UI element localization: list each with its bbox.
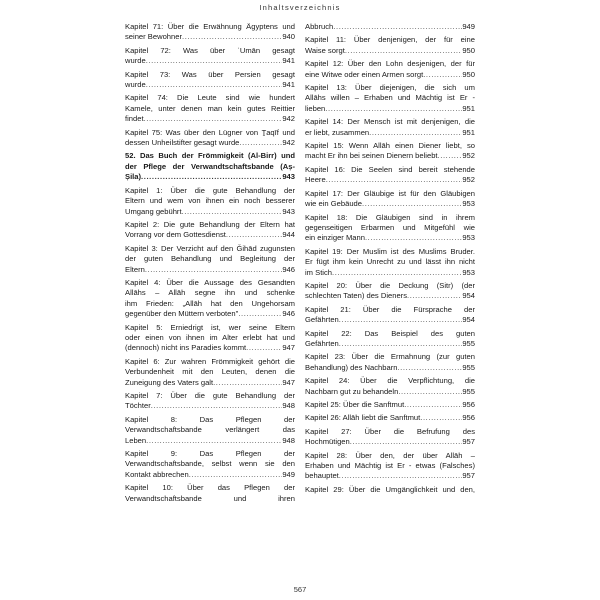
toc-dot-leader (369, 128, 462, 138)
toc-page-number: 948 (282, 401, 295, 411)
toc-entry[interactable] (125, 93, 295, 124)
toc-entry[interactable] (125, 46, 295, 67)
toc-entry[interactable] (305, 451, 475, 482)
toc-entry-text: wurde (125, 56, 146, 66)
toc-entry-text: Nachbarn gut zu behandeln (305, 386, 399, 396)
toc-entry-text: im Stich (305, 267, 333, 277)
toc-entry-line: Kapitel 17: Der Gläubige ist für den Gläubigen (305, 188, 475, 198)
toc-entry-text: ein einziger Mann (305, 233, 365, 243)
toc-entry[interactable] (305, 376, 475, 397)
toc-entry[interactable] (125, 278, 295, 320)
toc-entry[interactable] (305, 329, 475, 350)
toc-entry-line: Kapitel 21: Über die Fürsprache der (305, 304, 475, 314)
toc-entry-text: findet (125, 114, 144, 124)
toc-page-number: 949 (462, 22, 475, 31)
toc-entry-line: Allāhs – Allāh segne ihn und schenke (125, 288, 295, 298)
toc-entry[interactable] (125, 391, 295, 412)
toc-entry[interactable] (305, 305, 475, 326)
toc-entry-last-line (125, 401, 295, 411)
toc-entry-text: Leben (125, 435, 147, 445)
toc-entry-last-line (125, 114, 295, 124)
toc-entry-line: Kapitel 71: Über die Erwähnung Ägyptens und (125, 22, 295, 31)
toc-entry-last-line (305, 400, 475, 410)
toc-entry-line: Kapitel 8: Das Pflegen der (125, 414, 295, 424)
toc-entry[interactable] (305, 413, 475, 423)
running-header: Inhaltsverzeichnis (259, 3, 341, 12)
toc-page-number: 941 (282, 80, 295, 90)
toc-entry-line: ihm Frieden: „Allāh hat den Ungehorsam (125, 298, 295, 308)
toc-entry-line: Kapitel 7: Über die gute Behandlung der (125, 391, 295, 400)
toc-page-number: 942 (282, 114, 295, 124)
toc-entry-line: der guten Behandlung und Begleitung der (125, 254, 295, 264)
toc-dot-leader (362, 199, 462, 209)
toc-entry-text: seiner Bewohner (125, 32, 182, 42)
toc-entry-line: Kapitel 24: Über die Verpflichtung, die (305, 376, 475, 386)
toc-dot-leader (420, 413, 462, 423)
toc-entry-last-line (305, 339, 475, 349)
toc-dot-leader (345, 46, 463, 56)
toc-page-number: 952 (462, 151, 475, 161)
toc-entry-line: der Pflege der Verwandtschaftsbande (Aṣ- (125, 161, 295, 171)
toc-page-number: 942 (282, 138, 295, 148)
page-number: 567 (293, 585, 307, 594)
toc-entry[interactable] (125, 415, 295, 446)
toc-page-number: 956 (462, 413, 475, 423)
toc-entry-line: Kapitel 22: Das Beispiel des guten (305, 328, 475, 338)
toc-dot-leader (146, 80, 283, 90)
toc-entry-last-line (125, 172, 295, 182)
toc-entry-line: Kapitel 10: Über das Pflegen der (125, 483, 295, 493)
toc-dot-leader (246, 343, 282, 353)
toc-entry-last-line (125, 309, 295, 319)
toc-entry-line: Verbundenheit mit den Leuten, denen die (125, 367, 295, 377)
toc-page-number: 948 (282, 435, 295, 445)
toc-page-number: 954 (462, 315, 475, 325)
toc-dot-leader (438, 151, 463, 161)
toc-page-number: 943 (282, 206, 295, 216)
toc-column-left (125, 22, 295, 507)
toc-entry-line: Kapitel 28: Über den, der über Allāh – (305, 450, 475, 460)
toc-entry-line: Kapitel 73: Was über Persien gesagt (125, 69, 295, 79)
toc-entry[interactable] (305, 117, 475, 138)
toc-page-number: 950 (462, 45, 475, 55)
toc-dot-leader (397, 363, 462, 373)
toc-dot-leader (238, 309, 282, 319)
toc-entry-line: Kapitel 15: Wenn Allāh einen Diener liebt, so (305, 141, 475, 151)
toc-entry-line: Kapitel 19: Der Muslim ist des Muslims Bruder. (305, 246, 475, 256)
toc-dot-leader (146, 56, 283, 66)
toc-entry[interactable] (125, 22, 295, 43)
toc-entry-text: behauptet (305, 471, 339, 481)
toc-entry-text: Zuneigung des Vaters galt (125, 377, 214, 387)
toc-page-number: 955 (462, 338, 475, 348)
toc-dot-leader (339, 315, 463, 325)
toc-entry-text: wurde (125, 80, 146, 90)
toc-entry-last-line (305, 291, 475, 301)
toc-entry-line: Er fügt ihm kein Unrecht zu und lässt ihn nicht (305, 257, 475, 267)
toc-entry-text: macht Er ihn bei seinen Dienern beliebt (305, 151, 438, 161)
toc-dot-leader (182, 32, 282, 42)
toc-entry-last-line (305, 128, 475, 138)
toc-entry-last-line (305, 437, 475, 447)
toc-entry[interactable] (305, 281, 475, 302)
toc-entry-text: Vorrang vor dem Gottesdienst (125, 230, 226, 240)
toc-page-number: 946 (282, 309, 295, 319)
toc-column-right (305, 22, 475, 498)
toc-entry-text: Eltern (125, 264, 145, 274)
toc-entry-line: Kapitel 4: Über die Aussage des Gesandten (125, 277, 295, 287)
toc-entry-line: 52. Das Buch der Frömmigkeit (Al-Birr) und (125, 151, 295, 161)
toc-entry[interactable] (125, 483, 295, 504)
toc-entry-text: Kapitel 25: Über die Sanftmut (305, 400, 405, 409)
toc-entry-line: Erhaben und Mächtig ist Er - etwas (Falsches) (305, 461, 475, 471)
toc-page-number: 949 (282, 469, 295, 479)
toc-entry[interactable] (125, 128, 295, 149)
toc-entry-line: Verwandtschaftsbande, selbst wenn sie den (125, 459, 295, 469)
toc-entry-line: gegenseitigen Erbarmen und Mitgefühl wie (305, 222, 475, 232)
toc-dot-leader (332, 268, 462, 278)
toc-entry-line: Eltern und wem von ihnen ein noch besserer (125, 196, 295, 206)
toc-entry-last-line (305, 413, 475, 423)
toc-entry-text: Behandlung) des Nachbarn (305, 362, 398, 372)
toc-page-number: 953 (462, 267, 475, 277)
toc-entry-last-line (305, 46, 475, 56)
toc-entry-line: Kamele, unter denen man kein gutes Reittier (125, 103, 295, 113)
toc-entry-text: Kontakt abbrechen (125, 469, 189, 479)
toc-entry-text: gegenüber den Müttern verboten" (125, 309, 239, 319)
toc-entry-line: Kapitel 14: Der Mensch ist mit denjenigen, die (305, 117, 475, 127)
toc-entry-last-line (125, 230, 295, 240)
toc-page-number: 955 (462, 362, 475, 372)
toc-page-number: 957 (462, 471, 475, 481)
toc-entry-text: Waise sorgt (305, 45, 345, 55)
toc-entry-line: Kapitel 16: Die Seelen sind bereit stehende (305, 164, 475, 174)
toc-entry-last-line (125, 343, 295, 353)
toc-entry-last-line (305, 70, 475, 80)
toc-page-number: 943 (282, 172, 295, 182)
toc-entry-text: wie ein Gebäude (305, 199, 362, 209)
toc-page-number: 952 (462, 175, 475, 185)
toc-entry-last-line (305, 22, 475, 32)
toc-dot-leader (325, 104, 462, 114)
toc-page-number: 955 (462, 386, 475, 396)
toc-dot-leader (144, 114, 283, 124)
toc-entry-line: oder einen von ihnen im Alter erlebt hat und (125, 332, 295, 342)
toc-entry-text: eine Witwe oder einen Armen sorgt (305, 69, 424, 79)
toc-entry-line: Kapitel 12: Über den Lohn desjenigen, der für (305, 59, 475, 69)
toc-page-number: 953 (462, 233, 475, 243)
toc-entry-text: schlechten Taten) des Dieners (305, 291, 408, 301)
toc-entry-line: Kapitel 18: Die Gläubigen sind in ihrem (305, 212, 475, 222)
toc-entry[interactable] (305, 59, 475, 80)
toc-entry-last-line (125, 470, 295, 480)
toc-entry-last-line (305, 233, 475, 243)
toc-dot-leader (423, 70, 462, 80)
toc-entry[interactable] (305, 400, 475, 410)
toc-dot-leader (151, 401, 283, 411)
toc-entry[interactable] (305, 141, 475, 162)
toc-entry[interactable] (305, 22, 475, 32)
toc-entry-line: Kapitel 20: Über die Deckung (Sitr) (der (305, 280, 475, 290)
toc-entry-line: Kapitel 72: Was über ʿUmān gesagt (125, 45, 295, 55)
toc-entry-line: Kapitel 29: Über die Umgänglichkeit und den, (305, 484, 475, 494)
toc-page-number: 940 (282, 32, 295, 42)
toc-entry[interactable] (125, 186, 295, 217)
toc-entry-line: Verwandtschaftsbande und ihren (125, 493, 295, 503)
toc-entry-last-line (125, 56, 295, 66)
toc-entry-last-line (125, 138, 295, 148)
toc-entry-text: Heere (305, 175, 326, 185)
toc-entry-line: Allāhs willen – Erhaben und Mächtig ist Er - (305, 93, 475, 103)
toc-entry-line: Kapitel 74: Die Leute sind wie hundert (125, 93, 295, 103)
toc-page-number: 946 (282, 264, 295, 274)
toc-page-number: 944 (282, 230, 295, 240)
toc-dot-leader (365, 233, 462, 243)
toc-dot-leader (213, 378, 282, 388)
toc-entry[interactable] (305, 427, 475, 448)
toc-entry[interactable] (125, 70, 295, 91)
toc-entry-last-line (125, 80, 295, 90)
toc-entry[interactable] (305, 165, 475, 186)
toc-entry[interactable] (305, 83, 475, 114)
toc-page-number: 950 (462, 69, 475, 79)
toc-entry-text: Abbruch (305, 22, 334, 31)
toc-entry-last-line (305, 315, 475, 325)
toc-entry[interactable] (305, 189, 475, 210)
toc-entry[interactable] (125, 220, 295, 241)
toc-dot-leader (333, 22, 462, 32)
toc-entry[interactable] (125, 244, 295, 275)
toc-page-number: 941 (282, 56, 295, 66)
toc-page-number: 947 (282, 377, 295, 387)
toc-entry-last-line (305, 268, 475, 278)
toc-entry-line: Kapitel 75: Was über den Lügner von Ṯaqīf und (125, 127, 295, 137)
toc-page-number: 954 (462, 291, 475, 301)
toc-entry-text: (dennoch) nicht ins Paradies kommt (125, 343, 247, 353)
toc-dot-leader (339, 471, 463, 481)
toc-entry-text: lieben (305, 103, 326, 113)
toc-page-number: 947 (282, 343, 295, 353)
toc-dot-leader (146, 436, 282, 446)
toc-entry-text: Gefährten (305, 315, 339, 325)
toc-entry-line: Kapitel 5: Erniedrigt ist, wer seine Eltern (125, 322, 295, 332)
toc-entry-text: Kapitel 26: Allāh liebt die Sanftmut (305, 413, 421, 423)
toc-dot-leader (239, 138, 282, 148)
toc-entry-last-line (125, 436, 295, 446)
toc-entry[interactable] (305, 213, 475, 244)
toc-entry-line: Verwandtschaftsbande verlängert das (125, 425, 295, 435)
toc-entry-line: Kapitel 2: Die gute Behandlung der Eltern hat (125, 219, 295, 229)
toc-dot-leader (189, 470, 283, 480)
toc-dot-leader (326, 175, 463, 185)
toc-entry-last-line (305, 387, 475, 397)
toc-entry-line: Kapitel 23: Über die Ermahnung (zur guten (305, 352, 475, 362)
toc-entry-last-line (125, 265, 295, 275)
toc-entry[interactable] (305, 485, 475, 495)
toc-entry-line: Kapitel 9: Das Pflegen der (125, 449, 295, 459)
toc-entry[interactable] (125, 151, 295, 182)
toc-entry[interactable] (125, 449, 295, 480)
toc-page-number: 953 (462, 199, 475, 209)
toc-dot-leader (350, 437, 463, 447)
toc-entry-text: dessen Unheilstifter gesagt wurde (125, 138, 240, 148)
toc-dot-leader (404, 400, 462, 410)
toc-entry-text: Hochmütigen (305, 437, 350, 447)
toc-entry-text: Umgang gebührt (125, 206, 182, 216)
toc-page-number: 951 (462, 127, 475, 137)
toc-entry[interactable] (125, 323, 295, 354)
toc-dot-leader (407, 291, 462, 301)
toc-entry[interactable] (305, 247, 475, 278)
toc-dot-leader (398, 387, 462, 397)
toc-entry-last-line (125, 32, 295, 42)
toc-entry-line: Kapitel 3: Der Verzicht auf den Ǧihād zugunsten (125, 243, 295, 253)
toc-entry-line: Kapitel 27: Über die Befrufung des (305, 426, 475, 436)
toc-entry-line: Kapitel 13: Über diejenigen, die sich um (305, 83, 475, 93)
toc-entry-text: Gefährten (305, 338, 339, 348)
toc-entry-last-line (125, 378, 295, 388)
toc-dot-leader (339, 339, 463, 349)
toc-entry-last-line (125, 207, 295, 217)
toc-entry[interactable] (305, 35, 475, 56)
toc-dot-leader (141, 172, 282, 182)
toc-entry[interactable] (125, 357, 295, 388)
toc-entry-last-line (305, 199, 475, 209)
toc-dot-leader (226, 230, 282, 240)
toc-page-number: 951 (462, 103, 475, 113)
toc-entry-line: Kapitel 11: Über denjenigen, der für eine (305, 35, 475, 45)
toc-entry-text: Ṣila) (125, 172, 142, 182)
toc-dot-leader (145, 265, 282, 275)
toc-entry[interactable] (305, 352, 475, 373)
toc-page-number: 957 (462, 437, 475, 447)
toc-entry-last-line (305, 363, 475, 373)
toc-entry-text: Töchter (125, 401, 151, 411)
toc-entry-line: Kapitel 6: Zur wahren Frömmigkeit gehört die (125, 356, 295, 366)
toc-entry-last-line (305, 175, 475, 185)
toc-entry-text: er liebt, zusammen (305, 127, 370, 137)
toc-entry-line: Kapitel 1: Über die gute Behandlung der (125, 185, 295, 195)
toc-entry-last-line (305, 151, 475, 161)
toc-entry-last-line (305, 104, 475, 114)
toc-entry-last-line (305, 471, 475, 481)
toc-page-number: 956 (462, 400, 475, 409)
toc-dot-leader (182, 207, 283, 217)
